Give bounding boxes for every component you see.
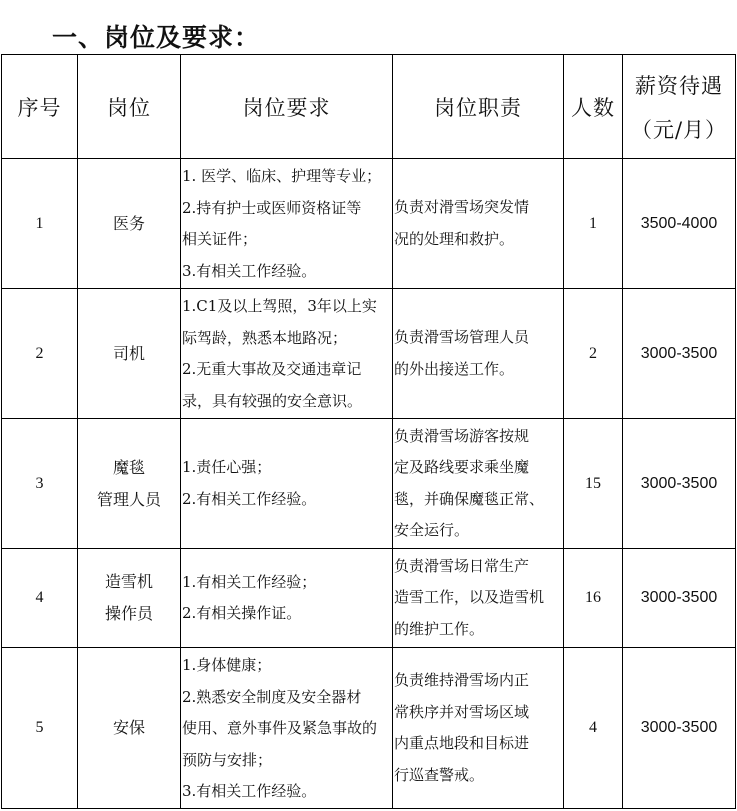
position-line: 魔毯 (112, 457, 145, 477)
position-line: 管理人员 (96, 489, 161, 509)
requirement-line: 使用、意外事件及紧急事故的 (182, 719, 378, 737)
requirement-line: 3.有相关工作经验。 (182, 782, 317, 800)
row-index: 2 (2, 289, 78, 419)
row-count: 1 (564, 159, 623, 289)
position-line: 造雪机 (104, 572, 153, 591)
header-salary-line1: 薪资待遇 (635, 73, 723, 98)
position-line: 安保 (112, 718, 145, 737)
requirement-line: 相关证件； (182, 230, 258, 248)
row-requirements (181, 648, 393, 809)
position-line: 医务 (112, 213, 145, 233)
row-count: 4 (564, 648, 623, 809)
duty-line: 常秩序并对雪场区域 (394, 702, 530, 721)
requirement-line: 2.有相关工作经验。 (182, 489, 317, 508)
row-position (78, 549, 181, 648)
duty-line: 造雪工作，以及造雪机 (394, 588, 545, 607)
section-heading: 一、岗位及要求： (52, 23, 261, 52)
requirement-line: 录，具有较强的安全意识。 (182, 391, 363, 410)
row-index: 4 (2, 549, 78, 648)
row-position (78, 159, 181, 289)
row-duties (393, 549, 564, 648)
position-line: 司机 (112, 343, 145, 363)
requirement-line: 预防与安排； (182, 750, 273, 769)
duty-line: 的维护工作。 (394, 619, 485, 638)
table-row (2, 648, 736, 809)
duty-line: 负责对滑雪场突发情 (394, 198, 530, 216)
row-index: 1 (2, 159, 78, 289)
table-row (2, 289, 736, 419)
requirement-line: 际驾龄，熟悉本地路况； (182, 328, 348, 347)
requirement-line: 1.C1及以上驾照，3年以上实 (182, 297, 377, 315)
requirement-line: 1.责任心强； (182, 458, 272, 476)
header-position: 岗位 (78, 55, 181, 159)
table-row (2, 549, 736, 648)
requirement-line: 1.有相关工作经验； (182, 572, 317, 591)
duty-line: 负责滑雪场日常生产 (394, 556, 530, 575)
row-salary: 3000-3500 (623, 549, 736, 648)
requirement-line: 1.身体健康； (182, 656, 272, 674)
requirement-line: 1. 医学、临床、护理等专业； (182, 167, 382, 185)
header-requirements: 岗位要求 (181, 55, 393, 159)
row-duties (393, 419, 564, 549)
header-salary (623, 55, 736, 159)
position-line: 操作员 (104, 604, 153, 623)
duty-line: 安全运行。 (394, 521, 470, 539)
duty-line: 内重点地段和目标进 (394, 734, 530, 752)
row-count: 16 (564, 549, 623, 648)
duty-line: 负责滑雪场游客按规 (394, 426, 530, 445)
table-header-row (2, 55, 736, 159)
duty-line: 负责维持滑雪场内正 (394, 671, 530, 689)
row-duties (393, 289, 564, 419)
row-duties (393, 648, 564, 809)
duty-line: 定及路线要求乘坐魔 (394, 458, 530, 476)
row-salary: 3000-3500 (623, 289, 736, 419)
row-requirements (181, 289, 393, 419)
row-index: 3 (2, 419, 78, 549)
row-duties (393, 159, 564, 289)
job-table (1, 54, 736, 809)
header-duties: 岗位职责 (393, 55, 564, 159)
duty-line: 负责滑雪场管理人员 (394, 328, 530, 346)
table-row (2, 419, 736, 549)
requirement-line: 3.有相关工作经验。 (182, 261, 317, 280)
header-salary-line2: （元/月） (630, 117, 728, 142)
row-requirements (181, 549, 393, 648)
row-index: 5 (2, 648, 78, 809)
header-index: 序号 (2, 55, 78, 159)
row-position (78, 419, 181, 549)
row-position (78, 648, 181, 809)
row-requirements (181, 419, 393, 549)
duty-line: 况的处理和救护。 (394, 229, 515, 248)
duty-line: 毯，并确保魔毯正常、 (394, 489, 545, 508)
row-salary: 3000-3500 (623, 419, 736, 549)
requirement-line: 2.持有护士或医师资格证等 (182, 198, 362, 217)
requirement-line: 2.有相关操作证。 (182, 604, 302, 622)
header-count: 人数 (564, 55, 623, 159)
table-row (2, 159, 736, 289)
requirement-line: 2.无重大事故及交通违章记 (182, 360, 362, 378)
duty-line: 行巡查警戒。 (394, 765, 485, 784)
row-count: 2 (564, 289, 623, 419)
requirement-line: 2.熟悉安全制度及安全器材 (182, 687, 362, 706)
row-position (78, 289, 181, 419)
row-count: 15 (564, 419, 623, 549)
row-salary: 3500-4000 (623, 159, 736, 289)
row-salary: 3000-3500 (623, 648, 736, 809)
row-requirements (181, 159, 393, 289)
duty-line: 的外出接送工作。 (394, 359, 515, 378)
